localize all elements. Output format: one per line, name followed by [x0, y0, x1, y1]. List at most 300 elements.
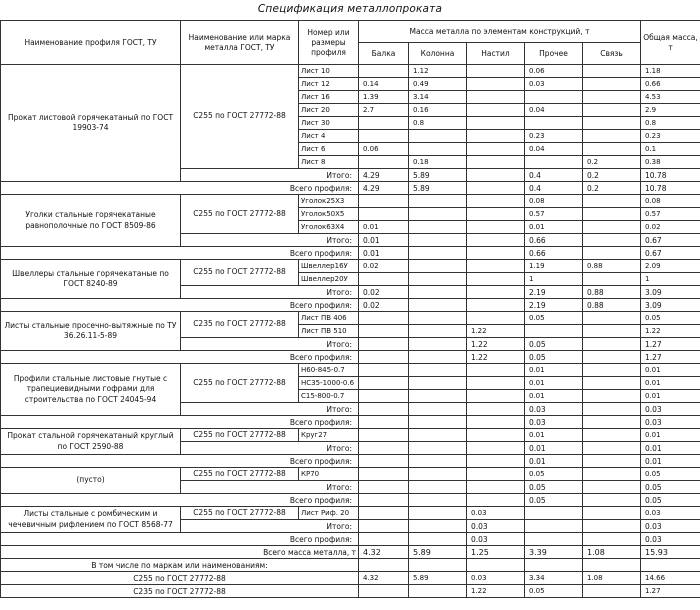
profile-size: Лист 12	[299, 78, 359, 91]
mass-value	[409, 364, 467, 377]
profile-total-value	[359, 351, 409, 364]
mass-value	[359, 468, 409, 481]
empty-cell	[409, 559, 467, 572]
subtotal-value	[525, 520, 583, 533]
profile-total-value	[467, 247, 525, 260]
mass-value	[467, 143, 525, 156]
profile-total-value	[583, 351, 641, 364]
by-mark-value: 1.08	[583, 572, 641, 585]
mass-value	[409, 273, 467, 286]
profile-total-value	[583, 533, 641, 546]
mass-value: 0.06	[525, 65, 583, 78]
profile-total-row	[1, 455, 700, 468]
mass-value: 0.18	[409, 156, 467, 169]
mass-value: 0.05	[525, 312, 583, 325]
subtotal-value: 0.4	[525, 169, 583, 182]
profile-total-value: 1.27	[641, 351, 700, 364]
steel-grade: С255 по ГОСТ 27772-88	[181, 195, 299, 234]
subtotal-value	[583, 442, 641, 455]
profile-total-label: Всего профиля:	[1, 533, 359, 546]
profile-name: Прокат стальной горячекатаный круглый по ГОСТ 2590-88	[1, 429, 181, 455]
table-row	[1, 260, 700, 273]
mass-value: 0.88	[583, 260, 641, 273]
profile-total-value: 4.29	[359, 182, 409, 195]
mass-value: 0.08	[525, 195, 583, 208]
profile-total-value	[467, 455, 525, 468]
profile-size: Уголок50Х5	[299, 208, 359, 221]
by-mark-value: 1.22	[467, 585, 525, 598]
steel-grade: С235 по ГОСТ 27772-88	[181, 312, 299, 338]
mass-value: 0.03	[467, 507, 525, 520]
profile-total-value: 10.78	[641, 182, 700, 195]
empty-cell	[525, 559, 583, 572]
profile-total-label: Всего профиля:	[1, 494, 359, 507]
profile-size: Швеллер16У	[299, 260, 359, 273]
mass-value: 1.19	[525, 260, 583, 273]
col-header-bracing: Связь	[583, 43, 641, 65]
mass-value: 0.01	[641, 377, 700, 390]
subtotal-value: 0.03	[467, 520, 525, 533]
profile-total-value	[359, 494, 409, 507]
mass-value	[359, 117, 409, 130]
profile-total-value: 0.4	[525, 182, 583, 195]
table-row	[1, 507, 700, 520]
subtotal-value: 0.03	[641, 520, 700, 533]
profile-total-row	[1, 182, 700, 195]
subtotal-value	[467, 442, 525, 455]
profile-name: Листы стальные с ромбическим и чечевичным рифлением по ГОСТ 8568-77	[1, 507, 181, 533]
subtotal-value	[359, 442, 409, 455]
grand-total-value: 15.93	[641, 546, 700, 559]
profile-total-value	[409, 351, 467, 364]
profile-total-value	[409, 416, 467, 429]
profile-name: Прокат листовой горячекатаный по ГОСТ 19903-74	[1, 65, 181, 182]
profile-size: Уголок63Х4	[299, 221, 359, 234]
mass-value: 0.14	[359, 78, 409, 91]
profile-total-value: 0.05	[525, 351, 583, 364]
profile-total-label: Всего профиля:	[1, 247, 359, 260]
mass-value	[359, 195, 409, 208]
mass-value: 0.23	[525, 130, 583, 143]
grand-total-value: 1.08	[583, 546, 641, 559]
profile-total-value: 5.89	[409, 182, 467, 195]
profile-total-value	[583, 247, 641, 260]
by-mark-value: 0.03	[467, 572, 525, 585]
mass-value: 1.18	[641, 65, 700, 78]
subtotal-label: Итого:	[181, 338, 359, 351]
col-header-name: Наименование профиля ГОСТ, ТУ	[1, 21, 181, 65]
mass-value: 1	[641, 273, 700, 286]
profile-total-value	[409, 494, 467, 507]
profile-size: Лист 10	[299, 65, 359, 78]
mass-value	[467, 273, 525, 286]
mass-value: 0.01	[525, 377, 583, 390]
profile-total-row	[1, 351, 700, 364]
steel-grade: С255 по ГОСТ 27772-88	[181, 429, 299, 442]
profile-total-row	[1, 247, 700, 260]
col-header-size: Номер или размеры профиля	[299, 21, 359, 65]
profile-size: Лист ПВ 510	[299, 325, 359, 338]
profile-total-value	[359, 416, 409, 429]
mass-value	[359, 390, 409, 403]
mass-value	[467, 78, 525, 91]
profile-size: Лист 16	[299, 91, 359, 104]
profile-size: Н60-845-0.7	[299, 364, 359, 377]
profile-total-value: 0.05	[525, 494, 583, 507]
profile-total-value	[409, 455, 467, 468]
subtotal-value	[467, 481, 525, 494]
profile-size: С15-800-0.7	[299, 390, 359, 403]
subtotal-value	[409, 403, 467, 416]
mass-value	[467, 377, 525, 390]
profile-total-value	[467, 416, 525, 429]
by-mark-value	[409, 585, 467, 598]
mass-value: 0.8	[641, 117, 700, 130]
profile-size: КР70	[299, 468, 359, 481]
by-mark-value: 14.66	[641, 572, 700, 585]
mass-value: 0.05	[641, 312, 700, 325]
profile-total-value	[583, 416, 641, 429]
profile-total-value: 1.22	[467, 351, 525, 364]
profile-size: Лист 8	[299, 156, 359, 169]
table-row	[1, 468, 700, 481]
table-row	[1, 364, 700, 377]
mass-value: 0.38	[641, 156, 700, 169]
subtotal-value	[359, 520, 409, 533]
mass-value	[583, 208, 641, 221]
subtotal-value: 1.22	[467, 338, 525, 351]
mass-value	[467, 260, 525, 273]
by-mark-grade: С255 по ГОСТ 27772-88	[1, 572, 359, 585]
by-mark-value: 0.05	[525, 585, 583, 598]
profile-total-value	[467, 182, 525, 195]
profile-total-value: 0.03	[641, 533, 700, 546]
mass-value: 0.23	[641, 130, 700, 143]
subtotal-value: 1.27	[641, 338, 700, 351]
subtotal-value: 3.09	[641, 286, 700, 299]
mass-value: 0.66	[641, 78, 700, 91]
mass-value	[467, 364, 525, 377]
mass-value	[409, 195, 467, 208]
mass-value	[359, 364, 409, 377]
profile-size: Лист 6	[299, 143, 359, 156]
mass-value	[583, 507, 641, 520]
mass-value: 0.1	[641, 143, 700, 156]
subtotal-value	[359, 481, 409, 494]
mass-value: 1	[525, 273, 583, 286]
mass-value	[467, 130, 525, 143]
empty-cell	[641, 559, 700, 572]
mass-value	[409, 468, 467, 481]
subtotal-value: 4.29	[359, 169, 409, 182]
mass-value: 0.08	[641, 195, 700, 208]
profile-total-label: Всего профиля:	[1, 299, 359, 312]
grand-total-label: Всего масса металла, т	[1, 546, 359, 559]
mass-value: 0.57	[641, 208, 700, 221]
grand-total-row	[1, 546, 700, 559]
subtotal-value: 2.19	[525, 286, 583, 299]
profile-total-value	[359, 533, 409, 546]
profile-size: Лист ПВ 406	[299, 312, 359, 325]
profile-total-value	[409, 299, 467, 312]
profile-total-value	[583, 455, 641, 468]
col-header-column: Колонна	[409, 43, 467, 65]
mass-value	[467, 65, 525, 78]
profile-total-value: 0.03	[641, 416, 700, 429]
subtotal-value	[583, 481, 641, 494]
mass-value: 1.22	[467, 325, 525, 338]
mass-value	[359, 325, 409, 338]
profile-total-value: 0.03	[525, 416, 583, 429]
mass-value: 0.01	[641, 364, 700, 377]
mass-value	[359, 377, 409, 390]
mass-value: 0.2	[583, 156, 641, 169]
profile-total-value: 0.66	[525, 247, 583, 260]
by-mark-grade: С235 по ГОСТ 27772-88	[1, 585, 359, 598]
subtotal-value: 0.01	[525, 442, 583, 455]
mass-value	[467, 429, 525, 442]
mass-value	[583, 117, 641, 130]
subtotal-value	[467, 169, 525, 182]
mass-value	[409, 325, 467, 338]
mass-value: 0.04	[525, 143, 583, 156]
profile-total-value	[409, 247, 467, 260]
by-mark-value: 4.32	[359, 572, 409, 585]
profile-total-label: Всего профиля:	[1, 182, 359, 195]
empty-cell	[467, 559, 525, 572]
profile-total-value: 0.02	[359, 299, 409, 312]
subtotal-value	[583, 338, 641, 351]
mass-value	[583, 195, 641, 208]
empty-cell	[359, 559, 409, 572]
profile-total-value: 0.67	[641, 247, 700, 260]
mass-value	[409, 390, 467, 403]
profile-total-value: 0.05	[641, 494, 700, 507]
mass-value	[467, 312, 525, 325]
grand-total-value: 3.39	[525, 546, 583, 559]
by-mark-row	[1, 572, 700, 585]
grand-total-value: 5.89	[409, 546, 467, 559]
mass-value: 0.49	[409, 78, 467, 91]
mass-value: 1.12	[409, 65, 467, 78]
profile-total-value: 2.19	[525, 299, 583, 312]
profile-total-value: 0.01	[641, 455, 700, 468]
profile-total-value: 0.2	[583, 182, 641, 195]
profile-total-label: Всего профиля:	[1, 455, 359, 468]
spec-body	[1, 65, 700, 598]
subtotal-value	[409, 442, 467, 455]
mass-value	[525, 325, 583, 338]
mass-value	[583, 221, 641, 234]
mass-value	[583, 325, 641, 338]
profile-total-value	[583, 494, 641, 507]
subtotal-value	[359, 403, 409, 416]
mass-value	[359, 65, 409, 78]
subtotal-label: Итого:	[181, 442, 359, 455]
mass-value: 0.16	[409, 104, 467, 117]
subtotal-label: Итого:	[181, 481, 359, 494]
profile-size: Уголок25Х3	[299, 195, 359, 208]
profile-name: Уголки стальные горячекатаные равнополочные по ГОСТ 8509-86	[1, 195, 181, 247]
subtotal-value: 0.05	[525, 338, 583, 351]
subtotal-value	[467, 286, 525, 299]
mass-value: 1.22	[641, 325, 700, 338]
profile-total-value: 0.01	[525, 455, 583, 468]
steel-grade: С255 по ГОСТ 27772-88	[181, 364, 299, 403]
mass-value: 0.57	[525, 208, 583, 221]
mass-value	[525, 91, 583, 104]
profile-total-value	[525, 533, 583, 546]
mass-value	[583, 78, 641, 91]
mass-value	[583, 468, 641, 481]
subtotal-value	[359, 338, 409, 351]
subtotal-value	[467, 403, 525, 416]
col-header-deck: Настил	[467, 43, 525, 65]
mass-value: 0.01	[359, 221, 409, 234]
mass-value	[583, 130, 641, 143]
mass-value	[467, 221, 525, 234]
mass-value: 0.01	[525, 364, 583, 377]
mass-value	[359, 429, 409, 442]
profile-total-value	[467, 299, 525, 312]
subtotal-value: 0.88	[583, 286, 641, 299]
by-mark-value: 3.34	[525, 572, 583, 585]
by-mark-row	[1, 585, 700, 598]
profile-total-label: Всего профиля:	[1, 351, 359, 364]
subtotal-value	[583, 234, 641, 247]
subtotal-value	[409, 338, 467, 351]
table-row	[1, 65, 700, 78]
subtotal-value: 0.2	[583, 169, 641, 182]
subtotal-value	[467, 234, 525, 247]
profile-name: Листы стальные просечно-вытяжные по ТУ 36.26.11-5-89	[1, 312, 181, 351]
mass-value	[583, 104, 641, 117]
by-mark-heading-row	[1, 559, 700, 572]
profile-total-value: 0.01	[359, 247, 409, 260]
subtotal-label: Итого:	[181, 403, 359, 416]
mass-value	[467, 117, 525, 130]
mass-value: 0.04	[525, 104, 583, 117]
profile-total-value: 0.03	[467, 533, 525, 546]
subtotal-value: 0.02	[359, 286, 409, 299]
mass-value	[583, 312, 641, 325]
subtotal-value	[409, 286, 467, 299]
mass-value	[409, 377, 467, 390]
mass-value: 0.01	[525, 221, 583, 234]
subtotal-value: 0.01	[359, 234, 409, 247]
subtotal-value: 0.03	[525, 403, 583, 416]
mass-value	[467, 195, 525, 208]
mass-value	[409, 260, 467, 273]
col-header-mass-group: Масса металла по элементам конструкций, т	[359, 21, 641, 43]
profile-total-row	[1, 299, 700, 312]
mass-value	[467, 390, 525, 403]
mass-value: 0.02	[359, 260, 409, 273]
col-header-other: Прочее	[525, 43, 583, 65]
by-mark-value: 1.27	[641, 585, 700, 598]
subtotal-label: Итого:	[181, 234, 359, 247]
mass-value	[583, 91, 641, 104]
mass-value	[409, 143, 467, 156]
profile-total-value	[467, 494, 525, 507]
spec-title: Спецификация металлопроката	[257, 3, 443, 15]
subtotal-value	[409, 481, 467, 494]
subtotal-value	[583, 520, 641, 533]
mass-value	[467, 104, 525, 117]
mass-value: 2.7	[359, 104, 409, 117]
mass-value	[359, 273, 409, 286]
subtotal-value	[583, 403, 641, 416]
mass-value: 0.03	[641, 507, 700, 520]
mass-value	[359, 208, 409, 221]
steel-grade: С255 по ГОСТ 27772-88	[181, 468, 299, 481]
mass-value: 0.06	[359, 143, 409, 156]
mass-value	[409, 429, 467, 442]
profile-total-value	[359, 455, 409, 468]
table-row	[1, 429, 700, 442]
profile-total-row	[1, 494, 700, 507]
mass-value	[583, 65, 641, 78]
mass-value	[525, 507, 583, 520]
mass-value: 0.03	[525, 78, 583, 91]
mass-value: 0.02	[641, 221, 700, 234]
subtotal-value: 5.89	[409, 169, 467, 182]
grand-total-value: 1.25	[467, 546, 525, 559]
profile-name: Профили стальные листовые гнутые с трапециевидными гофрами для строительства по ГОСТ 24045-94	[1, 364, 181, 416]
col-header-total: Общая масса, т	[641, 21, 700, 65]
mass-value	[359, 312, 409, 325]
mass-value	[467, 468, 525, 481]
mass-value	[467, 208, 525, 221]
steel-grade: С255 по ГОСТ 27772-88	[181, 65, 299, 169]
spec-table	[0, 20, 700, 598]
empty-cell	[583, 559, 641, 572]
mass-value: 0.8	[409, 117, 467, 130]
mass-value	[583, 364, 641, 377]
by-mark-label: В том числе по маркам или наименованиям:	[1, 559, 359, 572]
profile-total-row	[1, 416, 700, 429]
by-mark-value	[583, 585, 641, 598]
subtotal-label: Итого:	[181, 169, 359, 182]
mass-value: 1.39	[359, 91, 409, 104]
table-row	[1, 312, 700, 325]
mass-value: 0.01	[641, 390, 700, 403]
subtotal-value: 0.66	[525, 234, 583, 247]
profile-size: Лист 30	[299, 117, 359, 130]
mass-value	[467, 91, 525, 104]
profile-size: Круг27	[299, 429, 359, 442]
mass-value	[583, 429, 641, 442]
steel-grade: С255 по ГОСТ 27772-88	[181, 260, 299, 286]
profile-size: Лист 4	[299, 130, 359, 143]
subtotal-value	[409, 234, 467, 247]
col-header-beam: Балка	[359, 43, 409, 65]
profile-total-label: Всего профиля:	[1, 416, 359, 429]
mass-value	[583, 390, 641, 403]
col-header-mark: Наименование или марка металла ГОСТ, ТУ	[181, 21, 299, 65]
subtotal-value: 0.05	[641, 481, 700, 494]
subtotal-value	[409, 520, 467, 533]
mass-value	[409, 130, 467, 143]
profile-total-value	[409, 533, 467, 546]
mass-value: 0.05	[641, 468, 700, 481]
mass-value: 0.01	[525, 390, 583, 403]
mass-value	[359, 507, 409, 520]
mass-value: 2.9	[641, 104, 700, 117]
mass-value	[525, 156, 583, 169]
table-row	[1, 195, 700, 208]
subtotal-label: Итого:	[181, 520, 359, 533]
